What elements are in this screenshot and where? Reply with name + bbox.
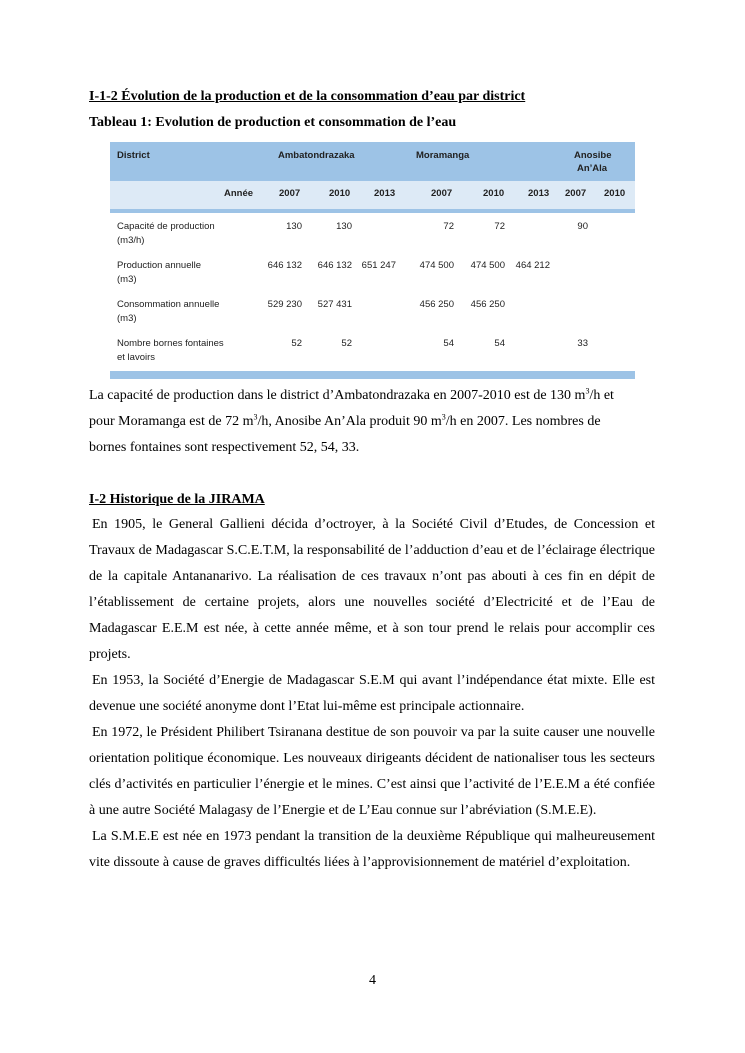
row-label-unit: et lavoirs (117, 352, 156, 363)
table-cell: 474 500 (419, 260, 454, 271)
table-header-band (110, 142, 635, 181)
page-number: 4 (369, 973, 376, 988)
year-cell: 2010 (329, 188, 351, 199)
table-caption: Tableau 1: Evolution de production et consommation de l’eau (89, 115, 457, 130)
row-label-unit: (m3) (117, 274, 137, 285)
table-cell: 72 (443, 221, 454, 232)
table-cell: 646 132 (267, 260, 302, 271)
district-anosibe: Anosibe (574, 150, 612, 161)
history-paragraph: En 1972, le Président Philibert Tsiranana destitue de son pouvoir va par la suite causer une nouvelle orientation politique économique. Les nouveaux dirigeants décident de nationaliser tous les secteurs clés d’activités en particulier l’énergie et le mines. C’est ainsi que l’activité de l’E.E.M a été confiée à une autre Société Malagasy de l’Energie et de L’Eau connue sur l’abréviation (S.M.E.E). (89, 725, 655, 818)
table-cell: 54 (443, 338, 454, 349)
year-cell: 2007 (565, 188, 587, 199)
para1-text: bornes fontaines sont respectivement 52, 54, 33. (89, 440, 360, 455)
year-cell: 2007 (431, 188, 453, 199)
district-label: District (117, 150, 150, 161)
history-paragraph: En 1905, le General Gallieni décida d’octroyer, à la Société Civil d’Etudes, de Concession et Travaux de Madagascar S.C.E.T.M, la responsabilité de l’adduction d’eau et de l’éclairage électrique de la capitale Antananarivo. La réalisation de ces travaux n’ont pas abouti à ces fin en dépit de l’établissement de certaine projets, alors une nouvelles société d’Electricité et de l’Eau de Madagascar E.E.M est née, à cette année même, et à son tour prend le relais pour accomplir ces projets. (89, 517, 655, 662)
superscript: 3 (441, 412, 446, 422)
table-cell: 90 (577, 221, 588, 232)
table-cell: 474 500 (470, 260, 505, 271)
table-cell: 72 (494, 221, 505, 232)
row-label-unit: (m3) (117, 313, 137, 324)
table-cell: 651 247 (361, 260, 396, 271)
production-table (110, 142, 635, 379)
district-ambatondrazaka: Ambatondrazaka (278, 150, 355, 161)
para1-text: pour Moramanga est de 72 m (89, 414, 254, 429)
district-moramanga: Moramanga (416, 150, 470, 161)
table-cell: 527 431 (317, 299, 352, 310)
history-paragraph: La S.M.E.E est née en 1973 pendant la transition de la deuxième République qui malheureusement vite dissoute à cause de graves difficultés liées à l’approvisionnement de matériel d’exploitation. (89, 829, 655, 870)
year-cell: 2010 (604, 188, 626, 199)
capacity-paragraph (89, 383, 655, 461)
row-label: Nombre bornes fontaines (117, 338, 224, 349)
table-cell: 456 250 (470, 299, 505, 310)
para1-text: /h en 2007. Les nombres de (445, 414, 601, 429)
table-cell: 130 (286, 221, 302, 232)
annee-label: Année (224, 188, 254, 199)
year-cell: 2013 (374, 188, 396, 199)
history-text (89, 512, 655, 876)
table-cell: 130 (336, 221, 352, 232)
row-label: Consommation annuelle (117, 299, 220, 310)
section-heading: I-1-2 Évolution de la production et de la consommation d’eau par district (89, 89, 526, 104)
history-paragraph: En 1953, la Société d’Energie de Madagascar S.E.M qui avant l’indépendance état mixte. Elle est devenue une société anonyme dont l’Etat lui-même est principale actionnaire. (89, 673, 655, 714)
table-year-band (110, 181, 635, 209)
row-label: Production annuelle (117, 260, 201, 271)
year-cell: 2013 (528, 188, 550, 199)
year-cell: 2010 (483, 188, 505, 199)
row-label: Capacité de production (117, 221, 215, 232)
table-cell: 54 (494, 338, 505, 349)
table-bottom-band (110, 371, 635, 379)
para1-text: /h et (589, 388, 614, 403)
section2-heading: I-2 Historique de la JIRAMA (89, 492, 265, 507)
district-anala: An’Ala (577, 163, 608, 174)
row-label-unit: (m3/h) (117, 235, 145, 246)
table-cell: 456 250 (419, 299, 454, 310)
table-cell: 464 212 (515, 260, 550, 271)
table-cell: 646 132 (317, 260, 352, 271)
superscript: 3 (253, 412, 258, 422)
year-cell: 2007 (279, 188, 301, 199)
table-cell: 52 (341, 338, 352, 349)
table-cell: 529 230 (267, 299, 302, 310)
para1-text: La capacité de production dans le district d’Ambatondrazaka en 2007-2010 est de 130 m (89, 388, 586, 403)
table-divider (110, 209, 635, 213)
table-cell: 52 (291, 338, 302, 349)
superscript: 3 (585, 386, 590, 396)
table-cell: 33 (577, 338, 588, 349)
para1-text: /h, Anosibe An’Ala produit 90 m (257, 414, 442, 429)
